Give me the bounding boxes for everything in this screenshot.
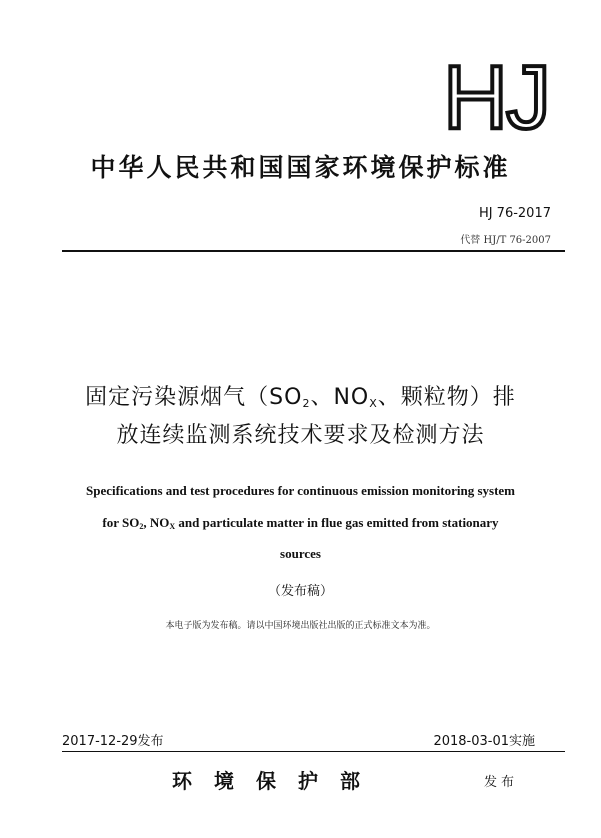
english-title-line1: Specifications and test procedures for continuous emission monitoring system: [85, 483, 515, 498]
chinese-title-line2: 放连续监测系统技术要求及检测方法: [116, 423, 485, 448]
cn-title-part: 、NO: [310, 385, 370, 410]
cn-title-subscript: X: [369, 397, 378, 410]
hj-logo-text: HJ: [443, 58, 549, 134]
org-title: 中华人民共和国国家环境保护标准: [90, 153, 511, 182]
replaces-standard: 代替 HJ/T 76-2007: [460, 235, 551, 246]
en-title-part: for SO: [102, 515, 140, 530]
en-title-part: and particulate matter in flue gas emitted from stationary: [175, 515, 499, 530]
en-title-subscript: 2: [139, 522, 144, 531]
electronic-version-note: 本电子版为发布稿。请以中国环境出版社出版的正式标准文本为准。: [165, 621, 436, 631]
english-title-line2: [0, 515, 601, 531]
implementation-date: 2018-03-01实施: [433, 734, 535, 749]
issue-date: 2017-12-29发布: [62, 734, 164, 749]
chinese-title: [0, 382, 601, 452]
header-divider: [62, 250, 565, 252]
chinese-title-line1: [0, 382, 601, 420]
en-title-part: , NO: [143, 515, 170, 530]
issuing-ministry: 环境保护部: [172, 769, 382, 793]
footer-divider: [62, 751, 565, 752]
english-title-line3: sources: [280, 546, 321, 561]
publish-label: 发布: [484, 775, 519, 790]
standard-number: HJ 76-2017: [478, 206, 551, 221]
cn-title-subscript: 2: [302, 397, 311, 410]
hj-logo: [436, 58, 556, 134]
cn-title-part: 固定污染源烟气（SO: [85, 385, 303, 410]
en-title-subscript: X: [169, 522, 176, 531]
draft-label: （发布稿）: [267, 584, 333, 599]
cn-title-part: 、颗粒物）排: [377, 385, 516, 410]
